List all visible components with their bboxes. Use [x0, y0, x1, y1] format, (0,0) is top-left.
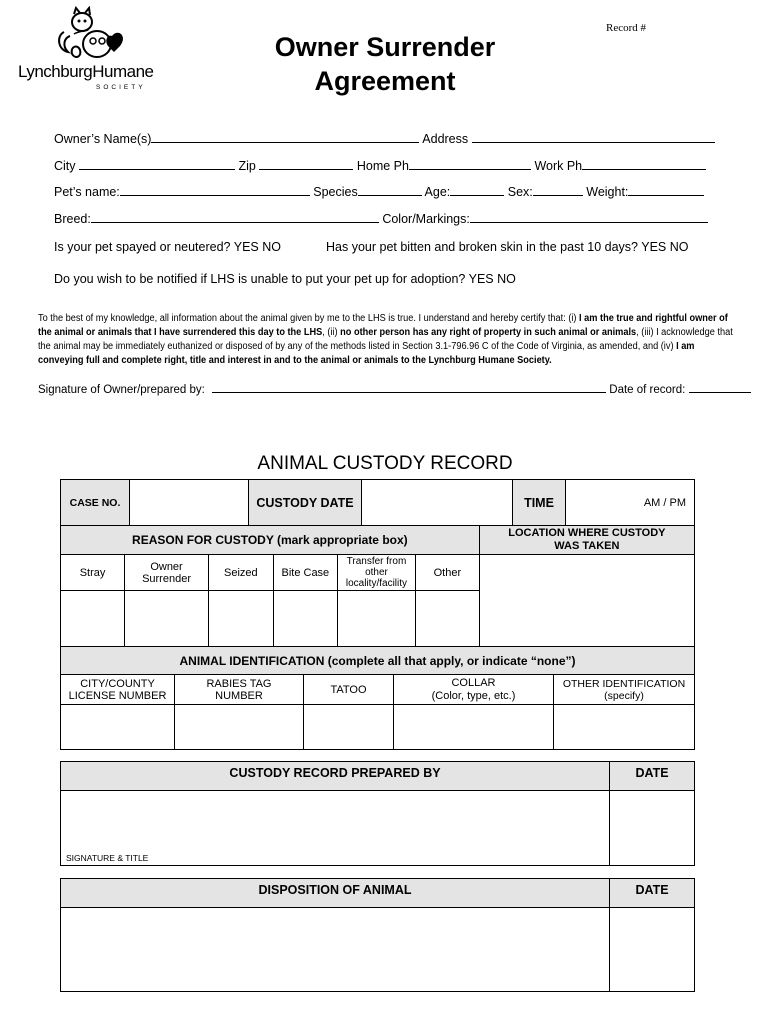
prepared-by-title: CUSTODY RECORD PREPARED BY — [61, 762, 610, 791]
identification-title: ANIMAL IDENTIFICATION (complete all that apply, or indicate “none”) — [61, 647, 695, 675]
owners-name-row: Owner’s Name(s) Address — [54, 130, 715, 146]
breed-row: Breed: Color/Markings: — [54, 210, 708, 226]
case-no-label: CASE NO. — [61, 480, 130, 526]
signature-row: Signature of Owner/prepared by: Date of record: — [38, 380, 751, 396]
org-name: LynchburgHumane — [18, 62, 154, 81]
tatoo-label: TATOO — [304, 675, 394, 705]
location-field[interactable] — [479, 555, 694, 647]
weight-field[interactable] — [628, 183, 704, 196]
reason-seized: Seized — [208, 555, 273, 591]
reason-transfer: Transfer from other locality/facility — [337, 555, 415, 591]
page-title: Owner Surrender Agreement — [274, 32, 496, 96]
custody-date-label: CUSTODY DATE — [249, 480, 362, 526]
age-field[interactable] — [450, 183, 504, 196]
stray-box[interactable] — [61, 591, 125, 647]
pet-row: Pet’s name: Species Age: Sex: Weight: — [54, 183, 704, 199]
home-phone-field[interactable] — [409, 157, 531, 170]
bite-case-box[interactable] — [273, 591, 337, 647]
spayed-question[interactable]: Is your pet spayed or neutered? YES NO — [54, 240, 281, 254]
rabies-tag-label: RABIES TAG NUMBER — [175, 675, 304, 705]
reason-bite-case: Bite Case — [273, 555, 337, 591]
disposition-table — [60, 878, 695, 992]
notify-question[interactable]: Do you wish to be notified if LHS is unable to put your pet up for adoption? YES NO — [54, 272, 516, 286]
section-title: ANIMAL CUSTODY RECORD — [257, 453, 513, 474]
reason-table — [60, 525, 695, 647]
reason-other: Other — [416, 555, 480, 591]
identification-table — [60, 646, 695, 750]
bitten-question[interactable]: Has your pet bitten and broken skin in the past 10 days? YES NO — [326, 240, 689, 254]
tatoo-field[interactable] — [304, 705, 394, 750]
certification-text: To the best of my knowledge, all information about the animal given by me to the LHS is true. I understand and hereby certify that: (i) I am the true and rightful owner of the animal or animals that I have surrendered this day to the LHS, (ii) no other person has any right of property in such animal or animals, (iii) I acknowledge that the animal may be immediately euthanized or disposed of by any of the methods listed in Section 3.1-796.96 C of the Code of Virginia, as amended, and (iv) I am conveying full and complete right, title and interest in and to the animal or animals to the Lynchburg Humane Society. — [38, 313, 733, 366]
record-number-label: Record # — [606, 22, 647, 34]
work-phone-field[interactable] — [582, 157, 706, 170]
color-markings-field[interactable] — [470, 210, 708, 223]
city-field[interactable] — [79, 157, 235, 170]
owner-surrender-box[interactable] — [125, 591, 209, 647]
collar-field[interactable] — [394, 705, 554, 750]
disposition-date-title: DATE — [610, 879, 695, 908]
org-logo — [16, 6, 156, 101]
signature-title-field[interactable]: SIGNATURE & TITLE — [61, 791, 610, 866]
breed-field[interactable] — [91, 210, 379, 223]
disposition-title: DISPOSITION OF ANIMAL — [61, 879, 610, 908]
signature-field[interactable] — [212, 380, 606, 393]
org-subtitle: SOCIETY — [96, 84, 146, 91]
prepared-by-table — [60, 761, 695, 866]
date-of-record-field[interactable] — [689, 380, 751, 393]
license-number-field[interactable] — [61, 705, 175, 750]
address-field[interactable] — [472, 130, 715, 143]
disposition-field[interactable] — [61, 908, 610, 992]
cat-dog-logo-icon — [52, 6, 142, 64]
other-id-field[interactable] — [554, 705, 695, 750]
license-number-label: CITY/COUNTY LICENSE NUMBER — [61, 675, 175, 705]
city-row: City Zip Home Ph Work Ph — [54, 157, 706, 173]
sex-field[interactable] — [533, 183, 583, 196]
species-field[interactable] — [358, 183, 422, 196]
zip-field[interactable] — [259, 157, 353, 170]
time-field[interactable]: AM / PM — [566, 480, 695, 526]
pet-name-field[interactable] — [120, 183, 310, 196]
reason-title: REASON FOR CUSTODY (mark appropriate box) — [61, 526, 480, 555]
other-box[interactable] — [416, 591, 480, 647]
rabies-tag-field[interactable] — [175, 705, 304, 750]
seized-box[interactable] — [208, 591, 273, 647]
reason-stray: Stray — [61, 555, 125, 591]
custody-header-table — [60, 479, 695, 526]
owners-name-field[interactable] — [151, 130, 419, 143]
prepared-date-field[interactable] — [610, 791, 695, 866]
disposition-date-field[interactable] — [610, 908, 695, 992]
location-title: LOCATION WHERE CUSTODY WAS TAKEN — [479, 526, 694, 555]
other-id-label: OTHER IDENTIFICATION (specify) — [554, 675, 695, 705]
time-label: TIME — [513, 480, 566, 526]
prepared-date-title: DATE — [610, 762, 695, 791]
collar-label: COLLAR (Color, type, etc.) — [394, 675, 554, 705]
reason-owner-surrender: Owner Surrender — [125, 555, 209, 591]
transfer-box[interactable] — [337, 591, 415, 647]
custody-date-field[interactable] — [362, 480, 513, 526]
case-no-field[interactable] — [130, 480, 249, 526]
